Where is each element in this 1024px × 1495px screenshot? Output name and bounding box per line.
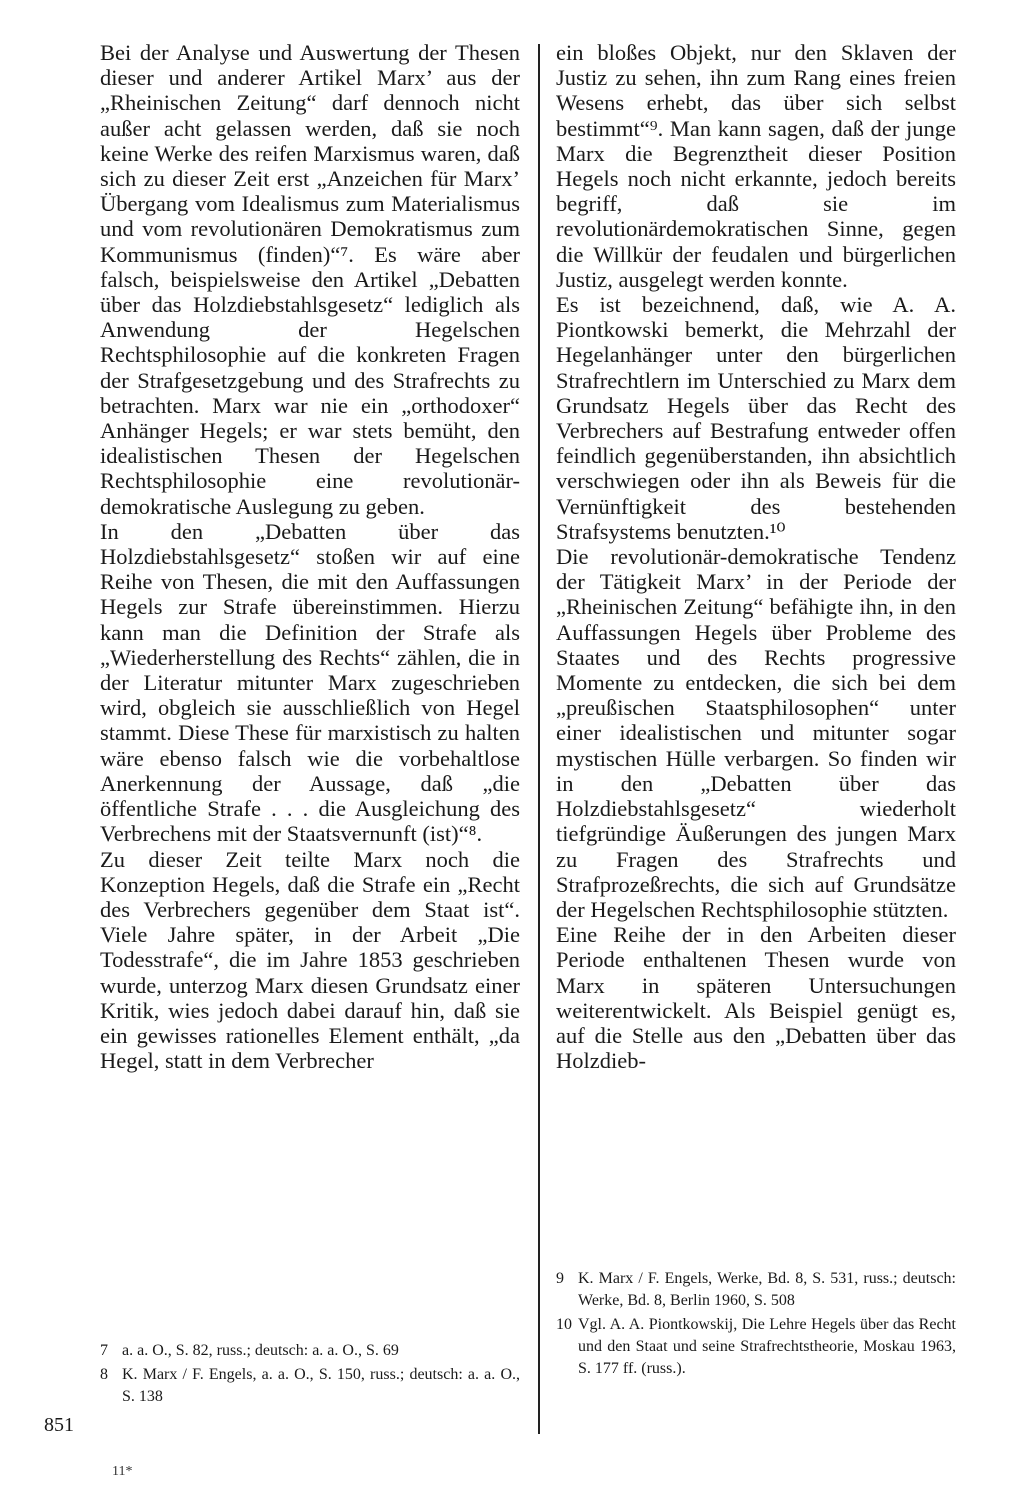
paragraph: In den „Debatten über das Holzdiebstahlsgesetz“ stoßen wir auf eine Reihe von Thesen, die mit den Auffassungen Hegels zur Strafe übereinstimmen. Hierzu kann man die Definition der Strafe als „Wiederherstellung des Rechts“ zählen, die in der Literatur mitunter Marx zugeschrieben wird, obgleich sie ausschließlich von Hegel stammt. Diese These für marxistisch zu halten wäre ebenso falsch wie die vorbehaltlose Anerkennung der Aussage, daß „die öffentliche Strafe . . . die Ausgleichung des Verbrechens mit der Staatsvernunft (ist)“⁸. xyxy=(100,518,520,847)
page-number: 851 xyxy=(44,1414,74,1436)
footnotes-right xyxy=(556,1268,956,1382)
paragraph: Eine Reihe der in den Arbeiten dieser Periode enthaltenen Thesen wurde von Marx in späteren Untersuchungen weiterentwickelt. Als Beispiel genügt es, auf die Stelle aus den „Debatten über das Holzdieb- xyxy=(556,922,956,1074)
footnotes-left xyxy=(100,1340,520,1410)
footnote-text: Vgl. A. A. Piontkowskij, Die Lehre Hegels über das Recht und den Staat und seine Strafrechtstheorie, Moskau 1963, S. 177 ff. (russ.). xyxy=(578,1316,956,1377)
left-text-column xyxy=(100,40,520,1073)
footnote-text: a. a. O., S. 82, russ.; deutsch: a. a. O., S. 69 xyxy=(122,1342,399,1359)
footnote xyxy=(100,1340,520,1362)
signature-mark: 11* xyxy=(112,1464,133,1479)
footnote xyxy=(556,1268,956,1312)
footnote xyxy=(556,1314,956,1380)
footnote-number: 8 xyxy=(100,1366,108,1383)
column-divider xyxy=(538,44,540,1434)
paragraph: Es ist bezeichnend, daß, wie A. A. Piontkowski bemerkt, die Mehrzahl der Hegelanhänger unter den bürgerlichen Strafrechtlern im Unterschied zu Marx dem Grundsatz Hegels über das Recht des Verbrechers auf Bestrafung entweder offen feindlich gegenüberstanden, ihn absichtlich verschwiegen oder ihn als Beweis für die Vernünftigkeit des bestehenden Strafsystems benutzten.¹⁰ xyxy=(556,292,956,544)
footnote xyxy=(100,1364,520,1408)
paragraph: Bei der Analyse und Auswertung der Thesen dieser und anderer Artikel Marx’ aus der „Rheinischen Zeitung“ darf dennoch nicht außer acht gelassen werden, daß sie noch keine Werke des reifen Marxismus waren, daß sich zu dieser Zeit erst „Anzeichen für Marx’ Übergang vom Idealismus zum Materialismus und vom revolutionären Demokratismus zum Kommunismus (finden)“⁷. Es wäre aber falsch, beispielsweise den Artikel „Debatten über das Holzdiebstahlsgesetz“ lediglich als Anwendung der Hegelschen Rechtsphilosophie auf die konkreten Fragen der Strafgesetzgebung und des Strafrechts zu betrachten. Marx war nie ein „orthodoxer“ Anhänger Hegels; er war stets bemüht, den idealistischen Thesen der Hegelschen Rechtsphilosophie eine revolutionär-demokratische Auslegung zu geben. xyxy=(100,40,520,519)
paragraph: ein bloßes Objekt, nur den Sklaven der Justiz zu sehen, ihn zum Rang eines freien Wesens erhebt, das über sich selbst bestimmt“⁹. Man kann sagen, daß der junge Marx die Begrenztheit dieser Position Hegels noch nicht erkannte, jedoch bereits begriff, daß sie im revolutionärdemokratischen Sinne, gegen die Willkür der feudalen und bürgerlichen Justiz, ausgelegt werden konnte. xyxy=(556,40,956,292)
paragraph: Die revolutionär-demokratische Tendenz der Tätigkeit Marx’ in der Periode der „Rheinischen Zeitung“ befähigte ihn, in den Auffassungen Hegels über Probleme des Staates und des Rechts progressive Momente zu entdecken, die sich bei dem „preußischen Staatsphilosophen“ unter einer idealistischen und mitunter sogar mystischen Hülle verbargen. So finden wir in den „Debatten über das Holzdiebstahlsgesetz“ wiederholt tiefgründige Äußerungen des jungen Marx zu Fragen des Strafrechts und Strafprozeßrechts, die sich auf Grundsätze der Hegelschen Rechtsphilosophie stützten. xyxy=(556,544,956,922)
footnote-number: 10 xyxy=(556,1316,572,1333)
right-text-column xyxy=(556,40,956,1073)
footnote-number: 7 xyxy=(100,1342,108,1359)
paragraph: Zu dieser Zeit teilte Marx noch die Konzeption Hegels, daß die Strafe ein „Recht des Verbrechers gegenüber dem Staat ist“. Viele Jahre später, in der Arbeit „Die Todesstrafe“, die im Jahre 1853 geschrieben wurde, unterzog Marx diesen Grundsatz einer Kritik, wies jedoch dabei darauf hin, daß sie ein gewisses rationelles Element enthält, „da Hegel, statt in dem Verbrecher xyxy=(100,846,520,1074)
footnote-text: K. Marx / F. Engels, a. a. O., S. 150, russ.; deutsch: a. a. O., S. 138 xyxy=(122,1366,520,1405)
footnote-number: 9 xyxy=(556,1270,564,1287)
footnote-text: K. Marx / F. Engels, Werke, Bd. 8, S. 531, russ.; deutsch: Werke, Bd. 8, Berlin 1960, S. 508 xyxy=(578,1270,956,1309)
